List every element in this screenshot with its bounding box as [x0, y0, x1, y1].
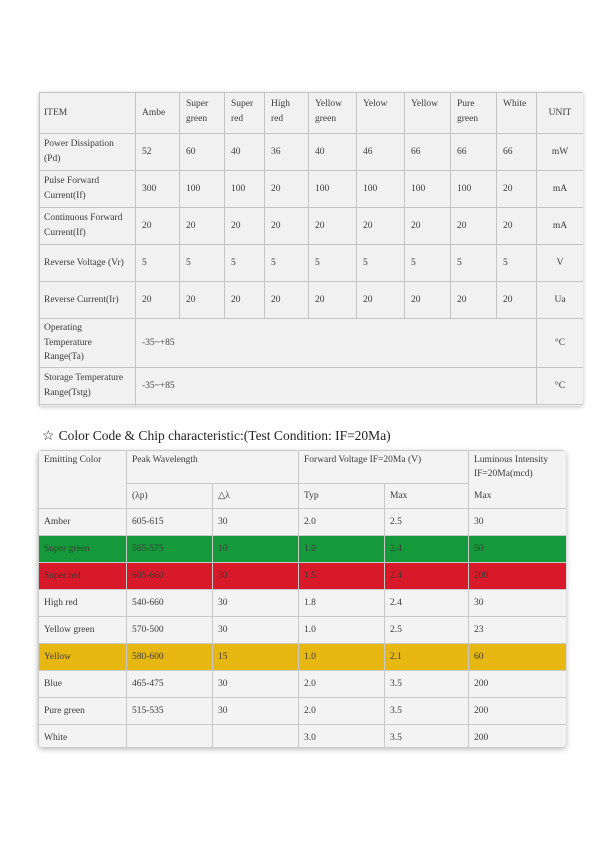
rating-value: 20 [265, 171, 309, 208]
header-super-red: Super red [225, 93, 265, 134]
header-peak-wavelength: Peak Wavelength [127, 451, 299, 484]
color-cell-max: 3.5 [385, 725, 469, 748]
solder-value [136, 405, 584, 406]
color-cell-name: Pure green [39, 698, 127, 725]
color-cell-lum: 30 [469, 509, 567, 536]
rating-value: 5 [225, 245, 265, 282]
rating-unit: mW [537, 134, 584, 171]
absolute-ratings-table [39, 92, 583, 406]
color-code-table [38, 450, 566, 747]
color-cell-lum: 200 [469, 725, 567, 748]
rating-item: Pulse Forward Current(If) [40, 171, 136, 208]
color-cell-dl: 30 [213, 671, 299, 698]
color-cell-typ: 1.0 [299, 536, 385, 563]
color-header-row-1 [39, 451, 567, 484]
rating-item: Reverse Voltage (Vr) [40, 245, 136, 282]
section-title-text: Color Code & Chip characteristic:(Test Condition: IF=20Ma) [58, 428, 391, 443]
rating-value: 20 [180, 282, 225, 319]
rating-value: 5 [309, 245, 357, 282]
color-cell-wl: 605-615 [127, 509, 213, 536]
rating-value: 20 [265, 282, 309, 319]
color-cell-lum: 200 [469, 563, 567, 590]
rating-value: 5 [136, 245, 180, 282]
rating-value: 5 [497, 245, 537, 282]
temperature-item: Storage Temperature Range(Tstg) [40, 368, 136, 405]
color-cell-max: 2.4 [385, 563, 469, 590]
rating-value: 20 [497, 171, 537, 208]
color-cell-max: 2.5 [385, 509, 469, 536]
rating-value: 20 [309, 282, 357, 319]
color-cell-max: 2.1 [385, 644, 469, 671]
color-cell-name: White [39, 725, 127, 748]
header-yellow-green: Yellow green [309, 93, 357, 134]
header-max-intensity: Max [469, 484, 567, 509]
rating-value: 5 [265, 245, 309, 282]
rating-value: 20 [180, 208, 225, 245]
star-icon: ☆ [42, 429, 55, 444]
color-cell-wl [127, 725, 213, 748]
rating-value: 20 [451, 208, 497, 245]
color-cell-dl: 30 [213, 563, 299, 590]
color-row [39, 509, 567, 536]
color-cell-max: 2.4 [385, 590, 469, 617]
color-cell-dl: 30 [213, 509, 299, 536]
header-max-voltage: Max [385, 484, 469, 509]
rating-value: 66 [497, 134, 537, 171]
rating-value: 20 [309, 208, 357, 245]
color-cell-dl: 30 [213, 698, 299, 725]
header-high-red: High red [265, 93, 309, 134]
color-cell-name: Super red [39, 563, 127, 590]
rating-row [40, 171, 584, 208]
rating-unit: Ua [537, 282, 584, 319]
color-row [39, 671, 567, 698]
color-cell-dl [213, 725, 299, 748]
color-cell-typ: 1.0 [299, 644, 385, 671]
color-row [39, 590, 567, 617]
rating-value: 100 [405, 171, 451, 208]
color-row [39, 617, 567, 644]
rating-value: 20 [497, 282, 537, 319]
rating-value: 46 [357, 134, 405, 171]
temperature-value: -35~+85 [136, 368, 537, 405]
rating-value: 40 [309, 134, 357, 171]
header-luminous-intensity: Luminous Intensity IF=20Ma(mcd) [469, 451, 567, 484]
color-row [39, 644, 567, 671]
temperature-row [40, 368, 584, 405]
color-cell-wl: 570-500 [127, 617, 213, 644]
header-delta-lambda: △λ [213, 484, 299, 509]
rating-row [40, 208, 584, 245]
rating-unit: mA [537, 208, 584, 245]
header-amber: Ambe [136, 93, 180, 134]
rating-value: 20 [225, 208, 265, 245]
header-lambda-p: (λp) [127, 484, 213, 509]
rating-row [40, 282, 584, 319]
rating-value: 20 [136, 282, 180, 319]
rating-value: 66 [451, 134, 497, 171]
rating-value: 36 [265, 134, 309, 171]
rating-item: Power Dissipation (Pd) [40, 134, 136, 171]
color-cell-name: Yellow green [39, 617, 127, 644]
color-cell-name: Super green [39, 536, 127, 563]
color-cell-lum: 30 [469, 590, 567, 617]
color-cell-dl: 10 [213, 536, 299, 563]
color-cell-lum: 50 [469, 536, 567, 563]
rating-value: 5 [357, 245, 405, 282]
temperature-value: -35~+85 [136, 319, 537, 368]
rating-value: 100 [180, 171, 225, 208]
temperature-row [40, 319, 584, 368]
color-cell-typ: 3.0 [299, 725, 385, 748]
header-yellow-2: Yellow [405, 93, 451, 134]
temperature-unit: °C [537, 368, 584, 405]
color-cell-dl: 30 [213, 617, 299, 644]
rating-value: 100 [309, 171, 357, 208]
rating-row [40, 134, 584, 171]
rating-value: 5 [405, 245, 451, 282]
color-cell-wl: 540-660 [127, 590, 213, 617]
rating-value: 5 [180, 245, 225, 282]
color-row [39, 698, 567, 725]
rating-row [40, 245, 584, 282]
rating-value: 20 [225, 282, 265, 319]
rating-value: 100 [357, 171, 405, 208]
color-cell-typ: 1.0 [299, 617, 385, 644]
color-header-row-2 [39, 484, 567, 509]
rating-value: 100 [225, 171, 265, 208]
color-cell-name: Amber [39, 509, 127, 536]
color-cell-wl: 580-600 [127, 644, 213, 671]
color-cell-lum: 60 [469, 644, 567, 671]
color-cell-lum: 200 [469, 671, 567, 698]
solder-item [40, 405, 136, 406]
header-forward-voltage: Forward Voltage IF=20Ma (V) [299, 451, 469, 484]
section-title [42, 428, 391, 445]
color-cell-wl: 605-660 [127, 563, 213, 590]
color-cell-max: 2.4 [385, 536, 469, 563]
rating-value: 20 [405, 208, 451, 245]
rating-value: 66 [405, 134, 451, 171]
rating-value: 20 [357, 208, 405, 245]
header-pure-green: Pure green [451, 93, 497, 134]
color-cell-typ: 2.0 [299, 509, 385, 536]
color-cell-lum: 200 [469, 698, 567, 725]
header-row [40, 93, 584, 134]
rating-value: 20 [451, 282, 497, 319]
rating-item: Reverse Current(Ir) [40, 282, 136, 319]
rating-value: 60 [180, 134, 225, 171]
header-blank [39, 484, 127, 509]
color-cell-typ: 2.0 [299, 671, 385, 698]
rating-value: 52 [136, 134, 180, 171]
rating-value: 5 [451, 245, 497, 282]
color-cell-name: Blue [39, 671, 127, 698]
rating-value: 100 [451, 171, 497, 208]
color-cell-name: High red [39, 590, 127, 617]
absolute-ratings-card [39, 92, 583, 406]
solder-row [40, 405, 584, 406]
header-item: ITEM [40, 93, 136, 134]
color-cell-typ: 1.5 [299, 563, 385, 590]
color-row [39, 536, 567, 563]
temperature-item: Operating Temperature Range(Ta) [40, 319, 136, 368]
rating-unit: V [537, 245, 584, 282]
rating-value: 20 [136, 208, 180, 245]
rating-item: Continuous Forward Current(If) [40, 208, 136, 245]
rating-value: 300 [136, 171, 180, 208]
header-unit: UNIT [537, 93, 584, 134]
color-cell-wl: 515-535 [127, 698, 213, 725]
color-cell-dl: 30 [213, 590, 299, 617]
color-cell-typ: 2.0 [299, 698, 385, 725]
color-cell-dl: 15 [213, 644, 299, 671]
rating-value: 20 [357, 282, 405, 319]
rating-value: 40 [225, 134, 265, 171]
header-yellow: Yelow [357, 93, 405, 134]
color-cell-name: Yellow [39, 644, 127, 671]
header-white: White [497, 93, 537, 134]
color-row [39, 563, 567, 590]
rating-value: 20 [265, 208, 309, 245]
color-cell-max: 2.5 [385, 617, 469, 644]
color-cell-wl: 465-475 [127, 671, 213, 698]
header-emitting-color: Emitting Color [39, 451, 127, 484]
color-cell-max: 3.5 [385, 698, 469, 725]
color-row [39, 725, 567, 748]
color-code-card [38, 450, 566, 747]
color-cell-max: 3.5 [385, 671, 469, 698]
rating-unit: mA [537, 171, 584, 208]
color-cell-lum: 23 [469, 617, 567, 644]
header-typ: Typ [299, 484, 385, 509]
color-cell-typ: 1.8 [299, 590, 385, 617]
rating-value: 20 [497, 208, 537, 245]
temperature-unit: °C [537, 319, 584, 368]
color-cell-wl: 565-575 [127, 536, 213, 563]
rating-value: 20 [405, 282, 451, 319]
header-super-green: Super green [180, 93, 225, 134]
